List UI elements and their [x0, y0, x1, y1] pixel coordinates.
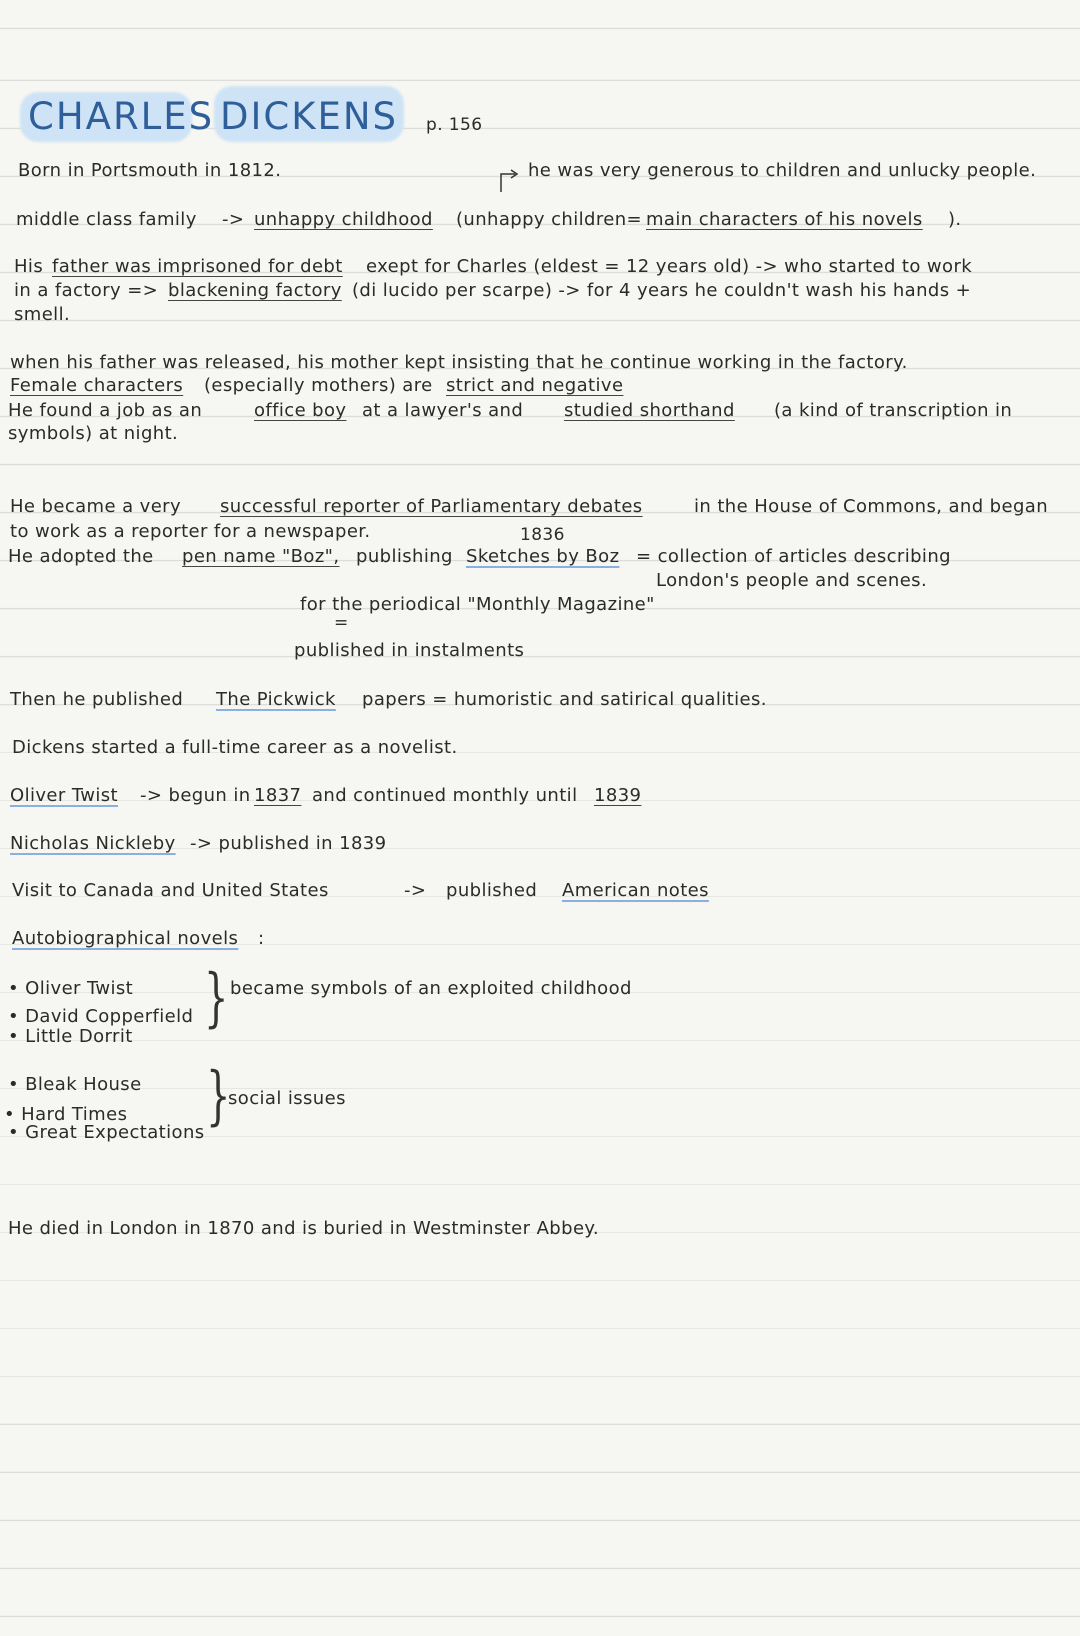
novel-bleak-house: Bleak House	[25, 1074, 142, 1095]
equals-sign: =	[334, 613, 349, 633]
line-job: He found a job as an	[8, 400, 203, 421]
line-novelist: Dickens started a full-time career as a novelist.	[12, 737, 458, 758]
line-collection: = collection of articles describing	[636, 546, 951, 567]
novel-david-copperfield: David Copperfield	[25, 1006, 194, 1027]
line-factory: in a factory =>	[14, 280, 159, 301]
line-born: Born in Portsmouth in 1812.	[18, 160, 282, 181]
novel-hard-times: Hard Times	[21, 1104, 128, 1125]
year-1837: 1837	[254, 785, 302, 806]
line-successful-reporter: successful reporter of Parliamentary debates	[220, 496, 643, 517]
line-oliver-twist: Oliver Twist	[10, 785, 118, 806]
line-father-exept: exept for Charles (eldest = 12 years old) -> who started to work	[366, 256, 973, 277]
line-reporter: He became a very	[10, 496, 182, 517]
line-visit: Visit to Canada and United States	[12, 880, 329, 901]
novel-list-item: • Oliver Twist	[8, 978, 134, 999]
novel-list-item: • Great Expectations	[8, 1122, 205, 1143]
line-strict-negative: strict and negative	[446, 375, 624, 396]
novel-list-item: • David Copperfield	[8, 1006, 194, 1027]
arrow-middle: ->	[222, 209, 245, 230]
line-visit-published: published	[446, 880, 538, 901]
year-1836: 1836	[520, 525, 565, 545]
line-autobiographical: Autobiographical novels	[12, 928, 239, 949]
line-pickwick: The Pickwick	[216, 689, 336, 710]
line-sketches-by-boz: Sketches by Boz	[466, 546, 620, 567]
brace-icon: }	[206, 1059, 231, 1133]
title-first-name: CHARLES	[28, 95, 215, 138]
autobio-colon: :	[258, 928, 265, 949]
line-publishing: publishing	[356, 546, 453, 567]
corner-arrow-icon	[497, 168, 523, 194]
line-released: when his father was released, his mother kept insisting that he continue working in the factory.	[10, 352, 908, 373]
line-office-boy: office boy	[254, 400, 347, 421]
line-father-imprisoned: father was imprisoned for debt	[52, 256, 343, 277]
line-nicholas-published: -> published in 1839	[190, 833, 387, 854]
line-generous: he was very generous to children and unlucky people.	[528, 160, 1037, 181]
line-factory-detail: (di lucido per scarpe) -> for 4 years he couldn't wash his hands +	[352, 280, 972, 301]
line-female-characters: Female characters	[10, 375, 184, 396]
line-blackening-factory: blackening factory	[168, 280, 342, 301]
year-1839: 1839	[594, 785, 642, 806]
line-newspaper: to work as a reporter for a newspaper.	[10, 521, 371, 542]
line-pen-name: pen name "Boz",	[182, 546, 340, 567]
arrow-visit: ->	[404, 880, 427, 901]
line-middle-end: ).	[948, 209, 962, 230]
line-then-published: Then he published	[10, 689, 184, 710]
line-house-of-commons: in the House of Commons, and began	[694, 496, 1049, 517]
line-shorthand: studied shorthand	[564, 400, 735, 421]
line-adopted: He adopted the	[8, 546, 154, 567]
line-oliver-begun: -> begun in	[140, 785, 251, 806]
line-pickwick-papers: papers = humoristic and satirical qualities.	[362, 689, 767, 710]
line-periodical: for the periodical "Monthly Magazine"	[300, 594, 655, 615]
novel-little-dorrit: Little Dorrit	[25, 1026, 133, 1047]
line-symbols: symbols) at night.	[8, 423, 179, 444]
novel-oliver-twist: Oliver Twist	[25, 978, 134, 999]
line-london-people: London's people and scenes.	[656, 570, 928, 591]
line-unhappy-children: (unhappy children=	[456, 209, 643, 230]
novel-great-expectations: Great Expectations	[25, 1122, 205, 1143]
line-smell: smell.	[14, 304, 71, 325]
novel-list-item: • Little Dorrit	[8, 1026, 133, 1047]
line-lawyer: at a lawyer's and	[362, 400, 524, 421]
line-female-mothers: (especially mothers) are	[204, 375, 433, 396]
line-social-issues: social issues	[228, 1088, 346, 1109]
line-unhappy-childhood: unhappy childhood	[254, 209, 433, 230]
line-instalments: published in instalments	[294, 640, 525, 661]
brace-icon: }	[204, 961, 229, 1035]
line-exploited: became symbols of an exploited childhood	[230, 978, 632, 999]
line-nicholas-nickleby: Nicholas Nickleby	[10, 833, 176, 854]
line-father-his: His	[14, 256, 44, 277]
line-died: He died in London in 1870 and is buried in Westminster Abbey.	[8, 1218, 600, 1239]
novel-list-item: • Bleak House	[8, 1074, 142, 1095]
novel-list-item: • Hard Times	[4, 1104, 128, 1125]
line-middle-class: middle class family	[16, 209, 197, 230]
line-american-notes: American notes	[562, 880, 709, 901]
line-main-characters: main characters of his novels	[646, 209, 923, 230]
page-reference: p. 156	[426, 115, 483, 135]
line-transcription: (a kind of transcription in	[774, 400, 1013, 421]
title-last-name: DICKENS	[220, 95, 399, 138]
line-continued: and continued monthly until	[312, 785, 578, 806]
